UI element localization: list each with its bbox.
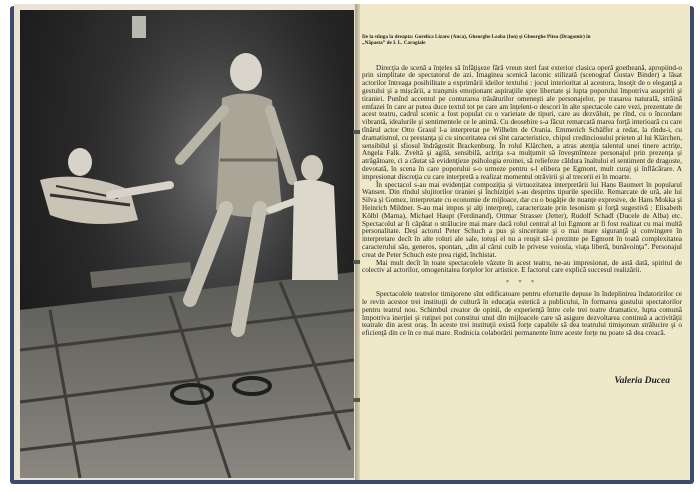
stage-scene-illustration — [20, 10, 354, 478]
article-paragraph: În spectacol s-au mai evidenţiat compoziţia şi virtuozitatea interpretării lui Hans Baumert în popularul Wansen. Din rîndul slujitorilor tiraniei şi închiziţiei s-au desprins tipurile speciile. Remarcate de ură, ale lui Silva şi Gomez, interpretate cu economie de mijloace, dar cu o bogăţie de nuanţe expresive, de Hans Mokka şi Heinrich Mildner. S-au mai impus şi alţi interpreţi, caracterizate prin lesonism şi forţă sugestivă : Elisabeth Kölbl (Marna), Michael Haupt (Ferdinand), Ottmar Strasser (Jetter), Rudolf Schadl (Ducele de Alba) etc. Spectacolul ar fi căpătat o strălucire mai mare dacă rolul central al lui Egmont ar fi fost realizat cu mai multă personalitate. Deşi actorul Peter Schuch a pus şi sinceritate şi o mai mare siguranţă şi convingere în interpretare decît în alte roluri ale sale, totuşi el nu a reuşit să-i prezinte pe Egmont în toată complexitatea caracterului său, generos, spontan, „din al cărui cuib le privese voiosla, viaţa liberă, bunăvoinţa”. Personajul creat de Peter Schuch este prea rigid, închistat. — [362, 180, 682, 259]
article-paragraph: Mai mult decît în toate spectacolele văzute în acest teatru, ne-au impresionat, de astă dată, spiritul de colectiv al actorilor, omogenitatea forţelor lor artistice. E factorul care explică succesul realizării. — [362, 258, 682, 275]
author-signature: Valeria Ducea — [614, 376, 670, 386]
article-text-column — [362, 34, 682, 338]
photo-caption: De la stînga la dreapta: Gorelica Lizaro (Anca), Gheorghe Leaba (Ion) şi Gheorghe Pitea (Dragomir) în „Năpasta” de I. L. Caragiale — [362, 34, 591, 47]
article-paragraph: Direcţia de scenă a înţeles să înfăţişeze fără vreun sterl fast exterior clasica operă goetheană, apropiind-o prin simplitate de spectatorul de azi. Imaginea scenică laconic stilizată (scenograf Gustav Binder) a lăsat actorilor întreaga posibilitate a exprimării ideilor textului : jocul interioritat al acestora, însoţit de o eleganţă a gestului şi a mişcării, a tranşmis emoţionant aspiraţiile spre libertate şi lupta poporului împotriva asupririi şi tiraniei. Punînd accentul pe conturarea trăsăturilor omeneşti ale personajelor, pe trasarea naturală, străină emfazei în care ar putea duce textul tot pe care am înţelent-o descori în alte spectacole care vezi, prezentate de acest teatru, cadrul scenic a fost populat cu o varietate de tipuri, care au dezvăluit, pe rînd, cu o încordare vibrantă, idealurile şi sentimentele ce le animă. Cu deosebire s-a făcut remarcată marea forţă interioară cu care tînărul actor Otto Grassl l-a interpretat pe Wilhelm de Orania. Emmerich Schäffer a redat, la rîndu-i, cu dramatismul, cu prestanţa şi cu sinceritatea cei sînt caracteristice, chipul credinciosului prieten al lui Klärchen, sensibilul şi sfiosul îndrăgostit Brackenburg. În rolul Klärchen, a atras atenţia talentul unei tinere actriţe, Angela Falk. Zveltă şi agilă, sensibilă, actriţa s-a mulţumit să înveşmînteze personajul prin prezenţa şi atrăgătoare, ci a căutat să evidenţieze psihologia eroinei, să reliefeze căldura înaltului el sentiment de dragoste, devotată, în scena în care poporului s-o urmeze pentru s-l elibera pe Egmont, mult curaj şi înflăcărare. A impresionat discreţia cu care interpretă a realizat momentul otrăvirii şi al trecerii ei în moarte. — [362, 63, 682, 181]
closing-paragraph: Spectacolele teatrelor timişorene sînt edificatoare pentru eforturile depuse în îndeplinirea îndatoririlor ce le revin acestor trei instituţii de cultură în educaţia estetică a publicului, în formarea gustului spectatorilor pentru teatrul nou. Schimbul creator de opinii, de experienţă între cele trei teatre dramatice, lupta comună împotriva inerţiei şi rutinei pot constitui unul din mijloacele care să asigure dezvoltarea continuă a activităţii teatrale din acest oraş. În aceste trei instituţii există forţe capabile să dea teatrului timişorean strălucire şi o eficienţă din ce în ce mai mare. Rodnicia colaborării permanente între aceste forţe nu poate să dea creacă. — [362, 290, 682, 338]
theatre-stage-photo — [20, 10, 354, 478]
hanging-lamp — [132, 16, 146, 38]
section-separator: * * * — [506, 280, 538, 287]
